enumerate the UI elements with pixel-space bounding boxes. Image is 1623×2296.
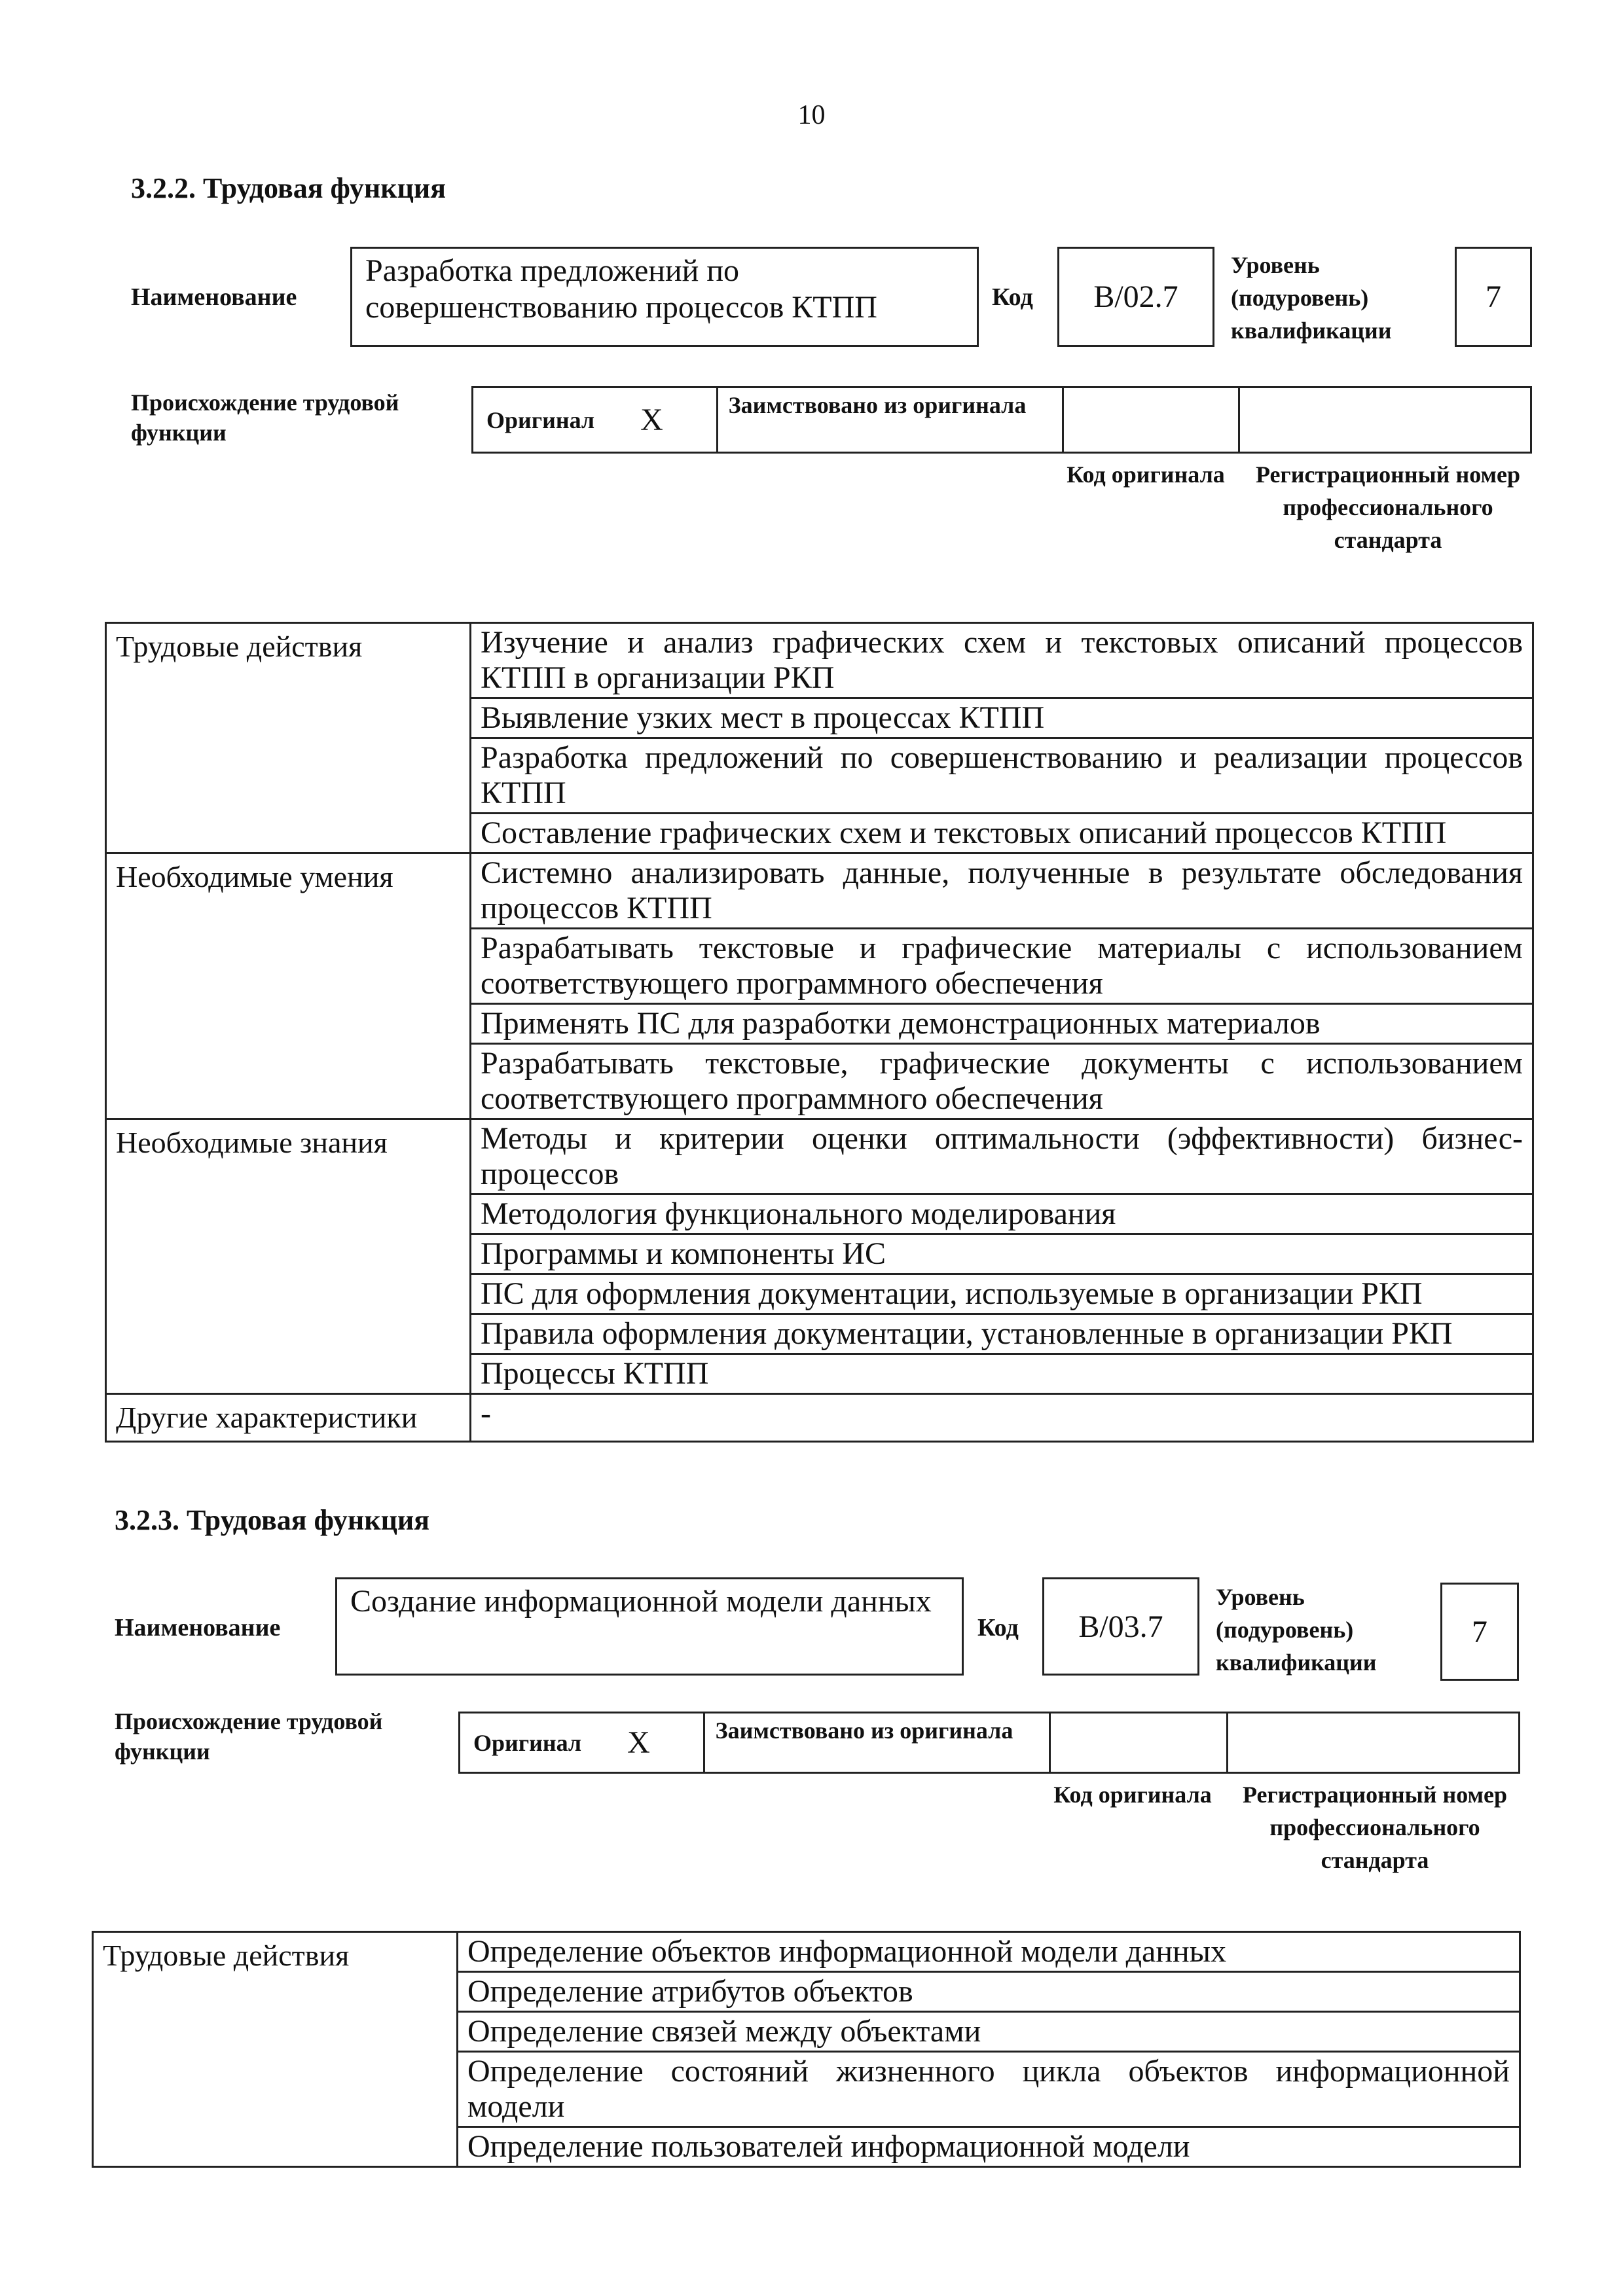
table-row [106,853,1533,929]
origin-row [458,1712,1520,1774]
origin-label: Происхождение трудовой функции [131,389,399,446]
table-cell: Выявление узких мест в процессах КТПП [471,698,1533,738]
category-cell: Необходимые знания [106,1119,471,1394]
table-row [106,1394,1533,1442]
table-cell: Разрабатывать текстовые и графические материалы с использованием соответствующего программного обеспечения [471,929,1533,1004]
reg-num-caption: Регистрационный номер профессионального стандарта [1255,461,1521,553]
original-code-cell [1051,1713,1228,1772]
table-cell: ПС для оформления документации, используемые в организации РКП [471,1274,1533,1314]
category-cell: Необходимые умения [106,853,471,1119]
original-cell [460,1713,705,1772]
table-row [106,623,1533,698]
original-mark: X [627,1725,650,1760]
function-table [105,622,1534,1443]
table-cell: Программы и компоненты ИС [471,1234,1533,1274]
table-cell: Определение пользователей информационной модели [458,2127,1520,2167]
orig-code-caption: Код оригинала [1067,461,1225,488]
function-name-box: Разработка предложений по совершенствованию процессов КТПП [350,247,979,347]
table-cell: Системно анализировать данные, полученные в результате обследования процессов КТПП [471,853,1533,929]
origin-label: Происхождение трудовой функции [115,1708,383,1765]
table-cell: Процессы КТПП [471,1354,1533,1394]
table-cell: - [471,1394,1533,1442]
table-cell: Методы и критерии оценки оптимальности (эффективности) бизнес-процессов [471,1119,1533,1194]
function-table [92,1931,1521,2168]
level-label: Уровень (подуровень) квалификации [1216,1584,1377,1676]
table-cell: Разработка предложений по совершенствованию и реализации процессов КТПП [471,738,1533,814]
table-cell: Определение связей между объектами [458,2012,1520,2052]
level-box: 7 [1455,247,1532,347]
orig-code-caption: Код оригинала [1053,1782,1212,1808]
reg-num-caption: Регистрационный номер профессионального стандарта [1242,1782,1508,1873]
level-box: 7 [1440,1583,1519,1681]
section-heading: 3.2.3. Трудовая функция [115,1504,430,1536]
original-label: Оригинал [473,1729,582,1756]
origin-row [471,386,1532,454]
table-cell: Составление графических схем и текстовых описаний процессов КТПП [471,814,1533,853]
borrowed-label: Заимствовано из оригинала [718,388,1064,452]
name-label: Наименование [131,283,297,311]
table-cell: Разрабатывать текстовые, графические документы с использованием соответствующего программного обеспечения [471,1044,1533,1119]
original-code-cell [1064,388,1240,452]
original-mark: X [640,403,663,437]
page-number: 10 [797,100,826,130]
category-cell: Другие характеристики [106,1394,471,1442]
category-cell: Трудовые действия [93,1932,458,2167]
borrowed-label: Заимствовано из оригинала [705,1713,1051,1772]
table-cell: Изучение и анализ графических схем и текстовых описаний процессов КТПП в организации РКП [471,623,1533,698]
section-heading: 3.2.2. Трудовая функция [131,172,447,204]
table-cell: Методология функционального моделирования [471,1194,1533,1234]
table-cell: Определение объектов информационной модели данных [458,1932,1520,1972]
category-cell: Трудовые действия [106,623,471,853]
code-box: B/02.7 [1057,247,1214,347]
table-row [106,1119,1533,1194]
original-label: Оригинал [486,406,595,433]
code-box: B/03.7 [1042,1577,1199,1676]
level-label: Уровень (подуровень) квалификации [1231,252,1392,344]
table-cell: Определение состояний жизненного цикла объектов информационной модели [458,2052,1520,2127]
table-row [93,1932,1520,1972]
code-label: Код [992,283,1033,311]
table-cell: Применять ПС для разработки демонстрационных материалов [471,1004,1533,1044]
function-name-box: Создание информационной модели данных [335,1577,964,1676]
reg-number-cell [1228,1713,1518,1772]
table-cell: Определение атрибутов объектов [458,1972,1520,2012]
reg-number-cell [1240,388,1530,452]
code-label: Код [977,1614,1019,1641]
name-label: Наименование [115,1614,281,1641]
table-cell: Правила оформления документации, установленные в организации РКП [471,1314,1533,1354]
original-cell [473,388,718,452]
